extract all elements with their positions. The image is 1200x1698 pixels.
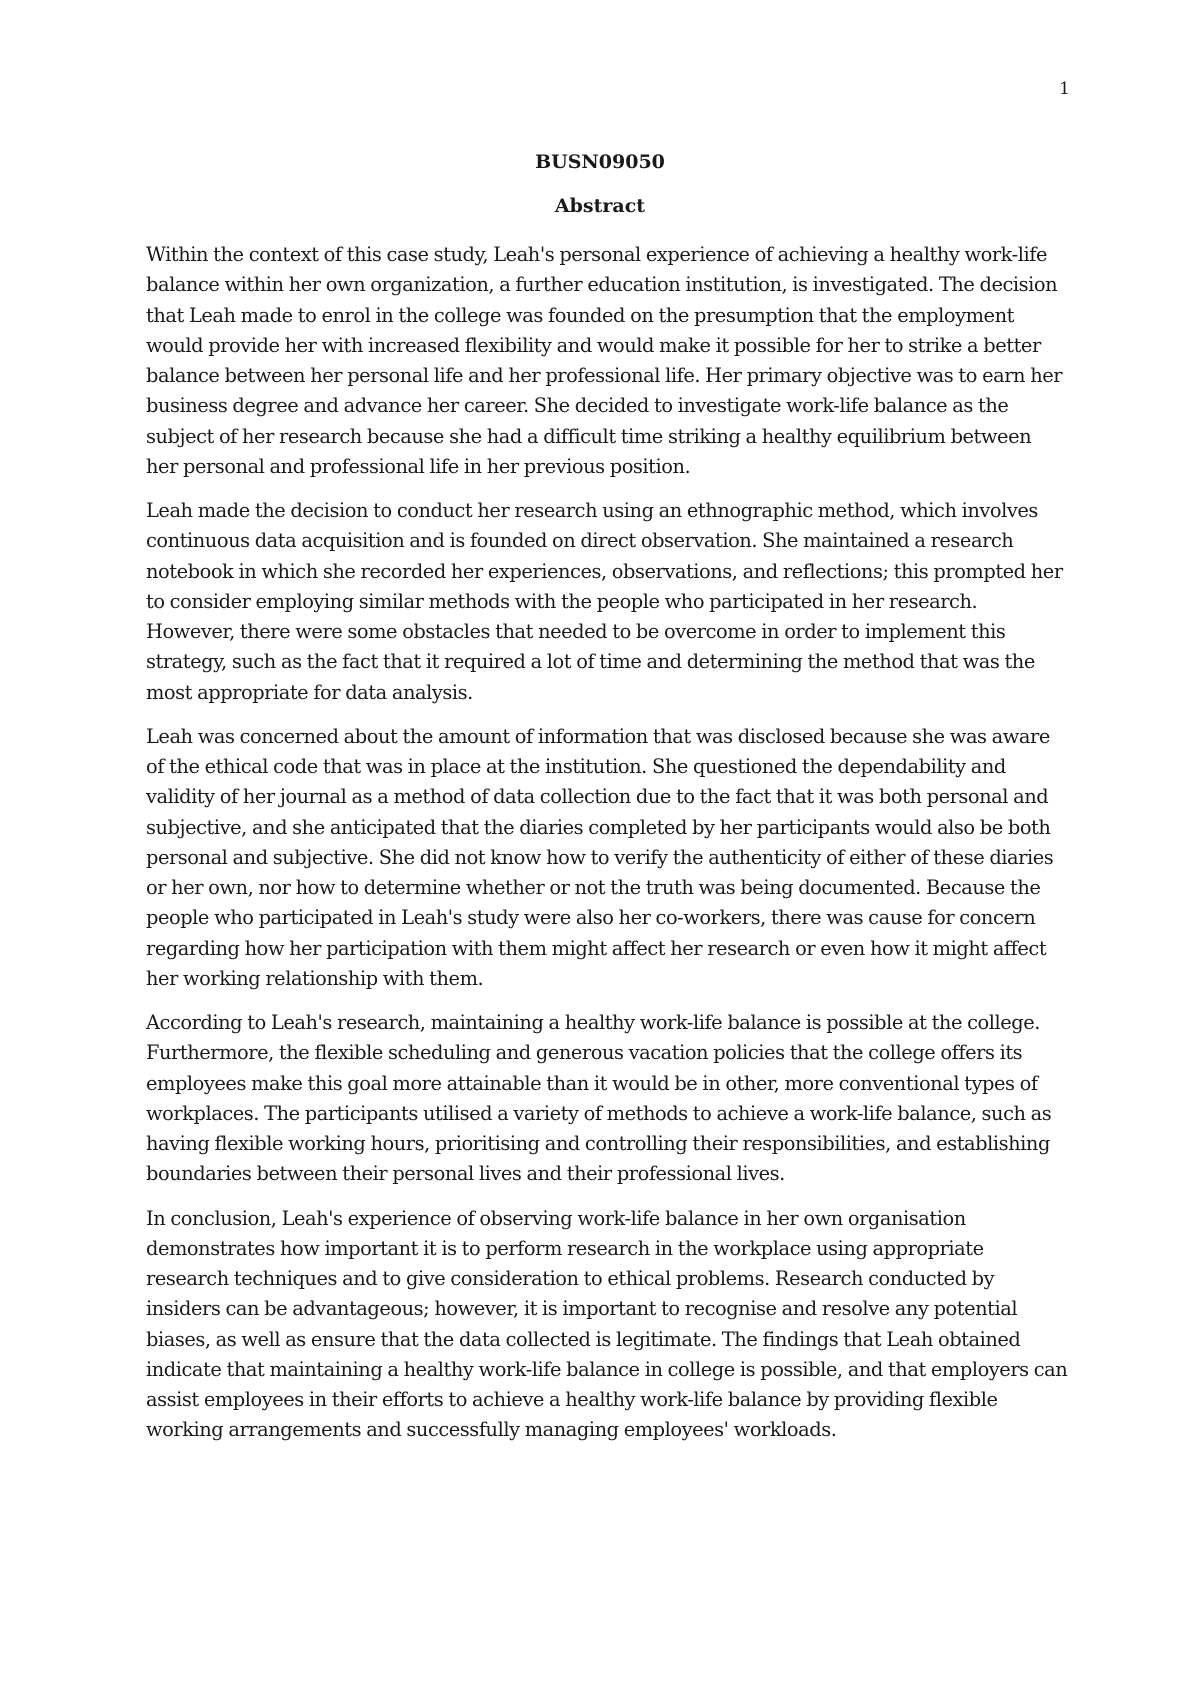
page-number: 1 bbox=[1059, 79, 1070, 99]
abstract-heading: Abstract bbox=[554, 195, 646, 217]
abstract-paragraph-3: Leah was concerned about the amount of information that was disclosed because she was aware of the ethical code that was in place at the institution. She questioned the dependability and validity of her journal as a method of data collection due to the fact that it was both personal and subjective, and she anticipated that the diaries completed by her participants would also be both personal and subjective. She did not know how to verify the authenticity of either of these diaries or her own, nor how to determine whether or not the truth was being documented. Because the people who participated in Leah's study were also her co-workers, there was cause for concern regarding how her participation with them might affect her research or even how it might affect her working relationship with them. bbox=[146, 724, 1054, 990]
abstract-paragraph-4: According to Leah's research, maintaining a healthy work-life balance is possible at the college. Furthermore, the flexible scheduling and generous vacation policies that the college offers its employees make this goal more attainable than it would be in other, more conventional types of workplaces. The participants utilised a variety of methods to achieve a work-life balance, such as having flexible working hours, prioritising and controlling their responsibilities, and establishing boundaries between their personal lives and their professional lives. bbox=[146, 1011, 1052, 1186]
abstract-body bbox=[146, 240, 1068, 1460]
abstract-paragraph-5: In conclusion, Leah's experience of observing work-life balance in her own organisation demonstrates how important it is to perform research in the workplace using appropriate research techniques and to give consideration to ethical problems. Research conducted by insiders can be advantageous; however, it is important to recognise and resolve any potential biases, as well as ensure that the data collected is legitimate. The findings that Leah obtained indicate that maintaining a healthy work-life balance in college is possible, and that employers can assist employees in their efforts to achieve a healthy work-life balance by providing flexible working arrangements and successfully managing employees' workloads. bbox=[146, 1206, 1068, 1442]
abstract-paragraph-2: Leah made the decision to conduct her research using an ethnographic method, which involves continuous data acquisition and is founded on direct observation. She maintained a research notebook in which she recorded her experiences, observations, and reflections; this prompted her to consider employing similar methods with the people who participated in her research. However, there were some obstacles that needed to be overcome in order to implement this strategy, such as the fact that it required a lot of time and determining the method that was the most appropriate for data analysis. bbox=[146, 499, 1063, 704]
document-header bbox=[0, 150, 1200, 218]
course-code: BUSN09050 bbox=[535, 151, 665, 173]
abstract-paragraph-1: Within the context of this case study, Leah's personal experience of achieving a healthy work-life balance within her own organization, a further education institution, is investigated. The decision that Leah made to enrol in the college was founded on the presumption that the employment would provide her with increased flexibility and would make it possible for her to strike a better balance between her personal life and her professional life. Her primary objective was to earn her business degree and advance her career. She decided to investigate work-life balance as the subject of her research because she had a difficult time striking a healthy equilibrium between her personal and professional life in her previous position. bbox=[146, 243, 1063, 478]
